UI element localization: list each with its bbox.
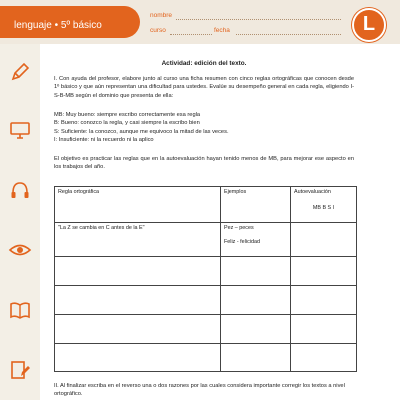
instruction-paragraph: I. Con ayuda del profesor, elabore junto al curso una ficha resumen con cinco reglas ortográficas que conocen desde 1º básico y que aún representan una dificultad para ustedes. Evalúe su desempeño general en cada regla, eligiendo I-S-B-MB según el dominio que presenta de ella:: [54, 76, 354, 99]
rule-cell[interactable]: [55, 286, 221, 315]
assessment-cell[interactable]: [291, 223, 357, 257]
pencil-paper-icon: [8, 358, 32, 382]
levels-list: [54, 111, 354, 144]
rules-table: [54, 186, 357, 372]
rule-cell[interactable]: [55, 257, 221, 286]
examples-cell[interactable]: [221, 286, 291, 315]
rule-cell[interactable]: [55, 344, 221, 372]
level-item: B: Bueno: conozco la regla, y casi siempre la escribo bien: [54, 120, 200, 127]
examples-cell[interactable]: [221, 257, 291, 286]
rule-cell[interactable]: "La Z se cambia en C antes de la E": [55, 223, 221, 257]
level-item: MB: Muy bueno: siempre escribo correctamente esa regla: [54, 112, 201, 118]
name-field[interactable]: [176, 19, 341, 20]
examples-cell[interactable]: [221, 315, 291, 344]
assessment-cell[interactable]: [291, 286, 357, 315]
monitor-icon: [8, 118, 32, 142]
badge-letter: L: [362, 13, 376, 35]
objective-paragraph: El objetivo es practicar las reglas que en la autoevaluación hayan tenido menos de MB, para mejorar ese aspecto en los trabajos del año.: [54, 156, 354, 171]
level-item: I: Insuficiente: ni la recuerdo ni la aplico: [54, 136, 154, 143]
column-header-examples: Ejemplos: [221, 187, 291, 223]
final-instruction: II. Al finalizar escriba en el reverso una o dos razones por las cuales considera importante corregir los textos a nivel ortográfico.: [54, 383, 345, 398]
examples-cell[interactable]: [221, 344, 291, 372]
date-label: fecha: [214, 27, 230, 34]
subject-band: [0, 6, 140, 38]
date-field[interactable]: [236, 34, 341, 35]
level-item: S: Suficiente: la conozco, aunque me equivoco la mitad de las veces.: [54, 128, 229, 135]
course-field[interactable]: [170, 34, 212, 35]
eye-icon: [8, 238, 32, 262]
table-row: [55, 223, 357, 257]
course-label: curso: [150, 27, 166, 34]
column-header-self-assessment: Autoevaluación MB B S I: [291, 187, 357, 223]
subject-title: lenguaje • 5º básico: [14, 20, 102, 31]
name-label: nombre: [150, 12, 173, 19]
pencil-icon: [8, 60, 32, 84]
examples-cell[interactable]: Pez – peces Feliz - felicidad: [221, 223, 291, 257]
headphones-icon: [8, 178, 32, 202]
column-header-rule: Regla ortográfica: [55, 187, 221, 223]
table-row: [55, 315, 357, 344]
sidebar: [0, 44, 40, 400]
rule-cell[interactable]: [55, 315, 221, 344]
table-row: [55, 286, 357, 315]
assessment-cell[interactable]: [291, 315, 357, 344]
assessment-cell[interactable]: [291, 344, 357, 372]
assessment-cell[interactable]: [291, 257, 357, 286]
activity-title: Actividad: edición del texto.: [161, 60, 247, 67]
header-banner: [0, 0, 400, 44]
book-icon: [8, 298, 32, 322]
assessment-scale: MB B S I: [312, 205, 335, 211]
table-row: [55, 344, 357, 372]
language-badge: [352, 8, 386, 42]
table-row: [55, 257, 357, 286]
